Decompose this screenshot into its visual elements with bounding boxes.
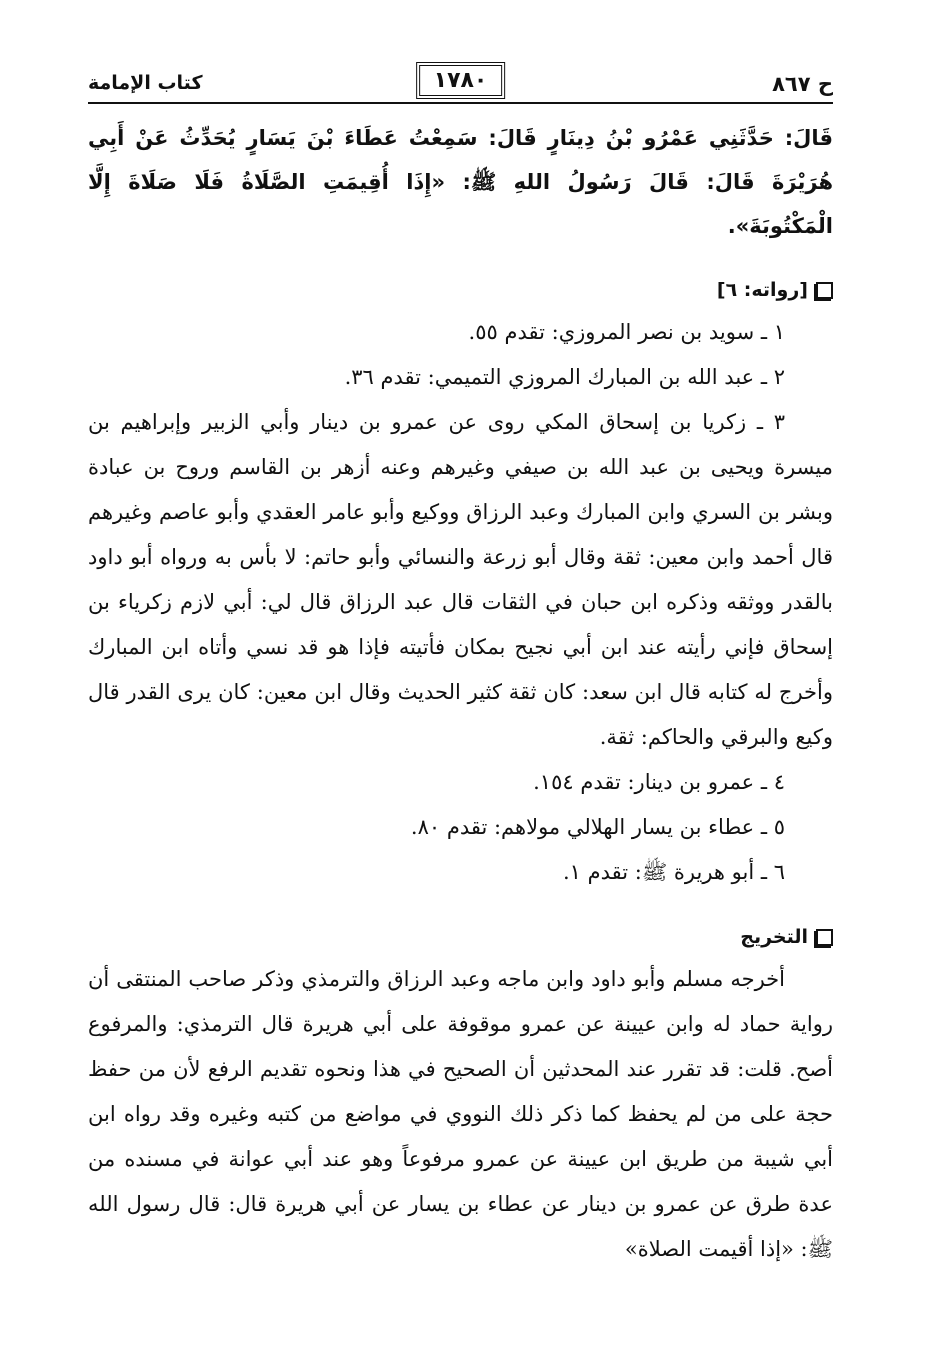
narrator-item: ٦ ـ أبو هريرة ﷺ: تقدم ١. xyxy=(562,860,785,884)
narrators-heading xyxy=(88,270,833,310)
hadith-number-frame: ١٧٨٠ xyxy=(416,62,506,99)
narrator-item: ٤ ـ عمرو بن دينار: تقدم ١٥٤. xyxy=(533,770,785,794)
book-title: كتاب الإمامة xyxy=(88,72,203,94)
takhrij-text: أخرجه مسلم وأبو داود وابن ماجه وعبد الرزاق والترمذي وذكر صاحب المنتقى أن رواية حماد له وابن عيينة عن عمرو موقوفة على أبي هريرة قال الترمذي: والمرفوع أصح. قلت: قد تقرر عند المحدثين أن الصحيح في هذا ونحوه تقديم الرفع لأن من حفظ حجة على من لم يحفظ كما ذكر ذلك النووي في مواضع من كتبه وغيره وقد رواه ابن أبي شيبة من طريق ابن عيينة عن عمرو مرفوعاً وهو عند أبي عوانة في مسنده من عدة طرق عن عمرو بن دينار عن عطاء بن يسار عن أبي هريرة قال: قال رسول الله ﷺ: «إذا أقيمت الصلاة» xyxy=(88,967,833,1261)
book-page xyxy=(88,60,833,1340)
square-bullet-icon xyxy=(816,282,833,299)
hadith-text: قَالَ: حَدَّثَنِي عَمْرُو بْنُ دِينَارٍ قَالَ: سَمِعْتُ عَطَاءَ بْنَ يَسَارٍ يُحَدِّثُ عَنْ أَبِي هُرَيْرَةَ قَالَ: قَالَ رَسُولُ اللهِ ﷺ: «إِذَا أُقِيمَتِ الصَّلَاةُ فَلَا صَلَاةَ إِلَّا الْمَكْتُوبَةَ». xyxy=(88,126,833,238)
page-header xyxy=(88,60,833,104)
narrator-item: ١ ـ سويد بن نصر المروزي: تقدم ٥٥. xyxy=(468,320,785,344)
narrator-item: ٣ ـ زكريا بن إسحاق المكي روى عن عمرو بن دينار وأبي الزبير وإبراهيم بن ميسرة ويحيى بن عبد الله بن صيفي وغيرهم وعنه أزهر بن القاسم وروح بن عبادة وبشر بن السري وابن المبارك وعبد الرزاق ووكيع وأبو عامر العقدي وأبو عاصم وغيرهم قال أحمد وابن معين: ثقة وقال أبو زرعة والنسائي وأبو حاتم: لا بأس به ورواه أبو داود بالقدر ووثقه وذكره ابن حبان في الثقات قال عبد الرزاق قال لي: أبي لازم زكرياء بن إسحاق فإني رأيته عند ابن أبي نجيح بمكان فأتيته فإذا هو قد نسي وأتاه ابن المبارك وأخرج له كتابه قال ابن سعد: كان ثقة كثير الحديث وقال ابن معين: كان يرى القدر قال وكيع والبرقي والحاكم: ثقة. xyxy=(88,410,833,749)
narrator-item: ٥ ـ عطاء بن يسار الهلالي مولاهم: تقدم ٨٠. xyxy=(410,815,785,839)
square-bullet-icon xyxy=(816,929,833,946)
narrator-item: ٢ ـ عبد الله بن المبارك المروزي التميمي: تقدم ٣٦. xyxy=(344,365,785,389)
page-number: ح ٨٦٧ xyxy=(772,72,833,96)
takhrij-heading xyxy=(88,917,833,957)
narrators-heading-label: [رواته: ٦] xyxy=(716,279,808,301)
narrators-list xyxy=(88,310,833,895)
takhrij-heading-label: التخريج xyxy=(740,926,808,948)
